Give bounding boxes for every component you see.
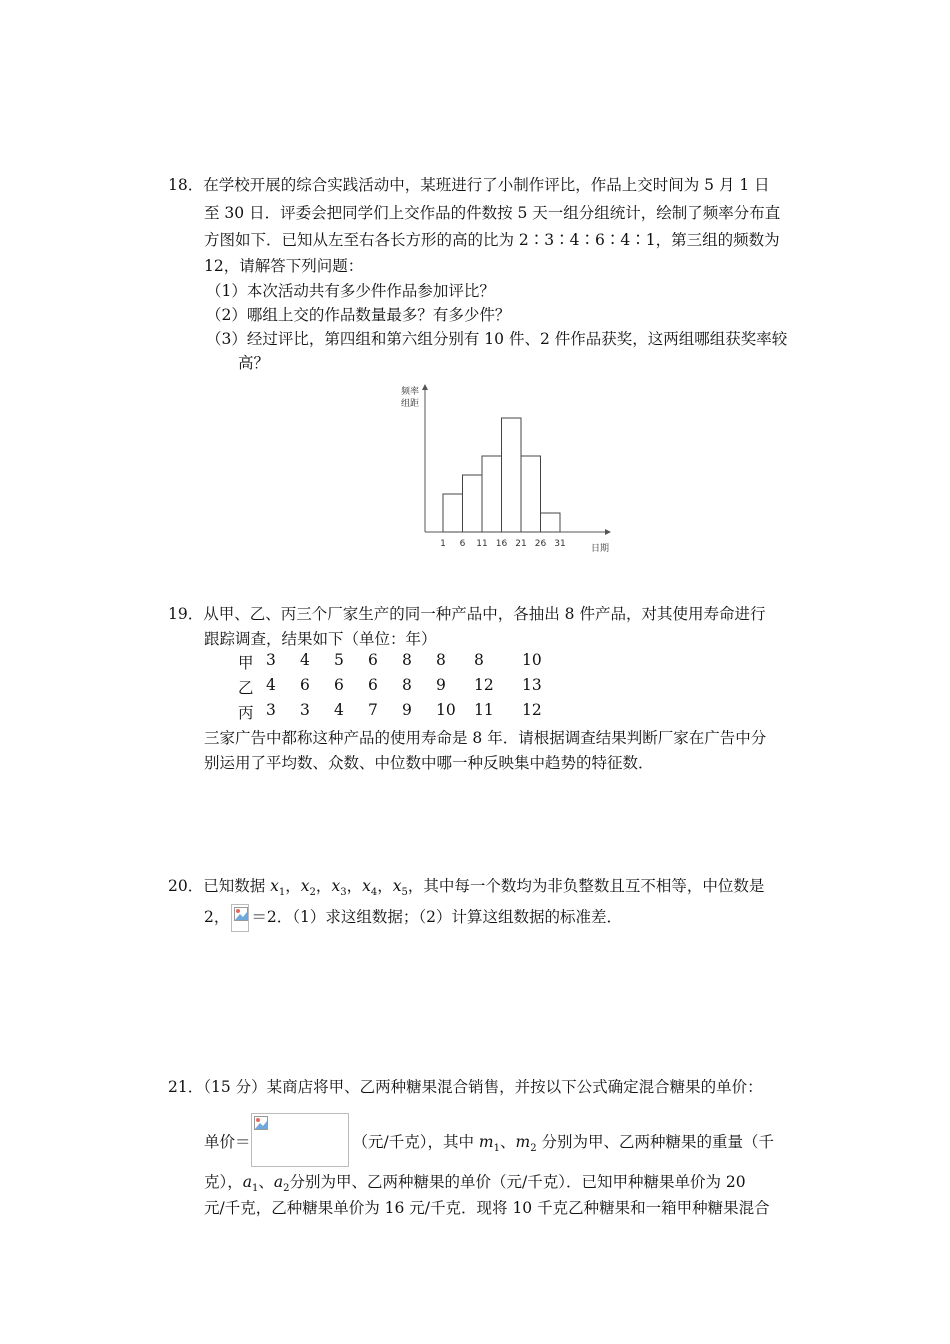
q18-sub-3: （3）经过评比，第四组和第六组分别有 10 件、2 件作品获奖，这两组哪组获奖率较 xyxy=(206,330,788,348)
sep: 、 xyxy=(258,1173,274,1191)
sub-3: 3 xyxy=(340,887,347,899)
comma: ， xyxy=(346,877,363,895)
q18-line-4: 12，请解答下列问题： xyxy=(204,257,364,275)
sub-1: 1 xyxy=(278,887,286,899)
table-cell: 8 xyxy=(474,651,484,669)
q19-line-1: 19．从甲、乙、丙三个厂家生产的同一种产品中，各抽出 8 件产品，对其使用寿命进行 xyxy=(168,605,766,623)
table-cell: 12 xyxy=(474,676,494,694)
table-cell: 6 xyxy=(368,651,378,669)
x-tick-label: 6 xyxy=(459,539,466,549)
histogram-bar xyxy=(502,418,522,532)
x-tick-label: 26 xyxy=(534,539,547,549)
table-cell: 7 xyxy=(368,701,378,719)
table-cell: 9 xyxy=(402,701,412,719)
sub-2: 2 xyxy=(309,887,316,899)
table-cell: 8 xyxy=(436,651,446,669)
y-axis-label-1: 频率 xyxy=(401,387,420,397)
q21-line3-pre: 克）， xyxy=(204,1173,243,1191)
q21-line3-post: 分别为甲、乙两种糖果的单价（元/千克）．已知甲种糖果单价为 20 xyxy=(289,1173,746,1191)
sub-a2: 2 xyxy=(283,1183,290,1195)
var-x2: x xyxy=(300,877,310,895)
var-m1: m xyxy=(478,1133,494,1151)
q20-line-1 xyxy=(168,876,764,903)
y-axis-arrow xyxy=(422,384,428,390)
sub-a1: 1 xyxy=(252,1183,259,1195)
unit-text: （元/千克），其中 xyxy=(352,1133,479,1151)
var-x4: x xyxy=(362,877,371,895)
comma: ， xyxy=(315,877,332,895)
sep: 、 xyxy=(500,1133,516,1151)
sub-5: 5 xyxy=(401,887,408,899)
sub-m2: 2 xyxy=(530,1143,537,1155)
q21-line-3 xyxy=(204,1172,746,1199)
table-cell: 5 xyxy=(334,651,344,669)
q21-line-1: 21．（15 分）某商店将甲、乙两种糖果混合销售，并按以下公式确定混合糖果的单价： xyxy=(168,1078,763,1096)
table-cell: 4 xyxy=(266,676,276,694)
row-label: 丙 xyxy=(238,704,254,722)
q20-line2-pre: 2， xyxy=(204,908,230,926)
table-cell: 6 xyxy=(334,676,344,694)
frequency-histogram xyxy=(395,382,615,557)
x-tick-label: 16 xyxy=(495,539,508,549)
chart-bars xyxy=(443,418,560,532)
row-label: 乙 xyxy=(238,679,254,697)
comma: ， xyxy=(377,877,393,895)
histogram-bar xyxy=(521,456,541,532)
q21-line-4: 元/千克，乙种糖果单价为 16 元/千克．现将 10 千克乙种糖果和一箱甲种糖果混合 xyxy=(204,1199,770,1217)
histogram-bar xyxy=(463,475,483,532)
q18-line-2: 至 30 日．评委会把同学们上交作品的件数按 5 天一组分组统计，绘制了频率分布直 xyxy=(204,204,781,222)
broken-image-icon xyxy=(231,904,249,932)
q20-line2-post: ＝2．（1）求这组数据；（2）计算这组数据的标准差． xyxy=(251,908,622,926)
q20-suffix: ，其中每一个数均为非负整数且互不相等，中位数是 xyxy=(407,877,765,895)
table-cell: 6 xyxy=(368,676,378,694)
q20-line-2 xyxy=(204,904,622,932)
sub-m1: 1 xyxy=(493,1143,500,1155)
table-cell: 3 xyxy=(266,651,276,669)
q18-line-1: 18．在学校开展的综合实践活动中，某班进行了小制作评比，作品上交时间为 5 月 1 日 xyxy=(168,176,770,194)
q18-sub-2: （2）哪组上交的作品数量最多？有多少件？ xyxy=(206,306,511,324)
table-cell: 3 xyxy=(300,701,310,719)
var-x3: x xyxy=(331,877,341,895)
table-cell: 10 xyxy=(436,701,456,719)
q18-sub-3-cont: 高？ xyxy=(238,354,270,372)
table-cell: 13 xyxy=(522,676,542,694)
q18-sub-1: （1）本次活动共有多少件作品参加评比？ xyxy=(206,282,495,300)
after-m: 分别为甲、乙两种糖果的重量（千 xyxy=(536,1133,775,1151)
q21-line-2 xyxy=(204,1113,774,1167)
var-m2: m xyxy=(515,1133,531,1151)
x-tick-label: 21 xyxy=(515,539,527,549)
x-tick-label: 31 xyxy=(554,539,566,549)
x-axis-label: 日期 xyxy=(591,544,610,554)
x-tick-label: 1 xyxy=(440,539,446,549)
histogram-bar xyxy=(482,456,502,532)
comma: ， xyxy=(285,877,301,895)
sub-4: 4 xyxy=(370,887,378,899)
table-cell: 4 xyxy=(300,651,310,669)
x-tick-label: 11 xyxy=(476,539,488,549)
histogram-bar xyxy=(541,513,561,532)
table-cell: 9 xyxy=(436,676,446,694)
table-cell: 11 xyxy=(474,701,494,719)
q18-line-3: 方图如下．已知从左至右各长方形的高的比为 2∶3∶4∶6∶4∶1，第三组的频数为 xyxy=(204,231,780,249)
y-axis-label-2: 组距 xyxy=(401,399,420,409)
q19-line-2: 跟踪调查，结果如下（单位：年） xyxy=(204,630,437,648)
table-cell: 4 xyxy=(334,701,344,719)
var-a2: a xyxy=(273,1173,284,1191)
table-cell: 8 xyxy=(402,676,412,694)
var-x5: x xyxy=(392,877,402,895)
table-cell: 10 xyxy=(522,651,542,669)
q20-prefix: 20．已知数据 xyxy=(168,877,271,895)
histogram-bar xyxy=(443,494,463,532)
x-axis-arrow xyxy=(605,529,611,535)
table-cell: 3 xyxy=(266,701,276,719)
table-cell: 12 xyxy=(522,701,542,719)
table-cell: 6 xyxy=(300,676,310,694)
chart-ticks xyxy=(440,539,566,549)
table-cell: 8 xyxy=(402,651,412,669)
price-label: 单价＝ xyxy=(204,1133,251,1151)
q19-line-3: 三家广告中都称这种产品的使用寿命是 8 年．请根据调查结果判断厂家在广告中分 xyxy=(204,729,767,747)
formula-image-placeholder xyxy=(251,1113,349,1167)
var-a1: a xyxy=(242,1173,253,1191)
q19-line-4: 别运用了平均数、众数、中位数中哪一种反映集中趋势的特征数． xyxy=(204,754,654,772)
var-x1: x xyxy=(270,877,279,895)
row-label: 甲 xyxy=(238,654,254,672)
